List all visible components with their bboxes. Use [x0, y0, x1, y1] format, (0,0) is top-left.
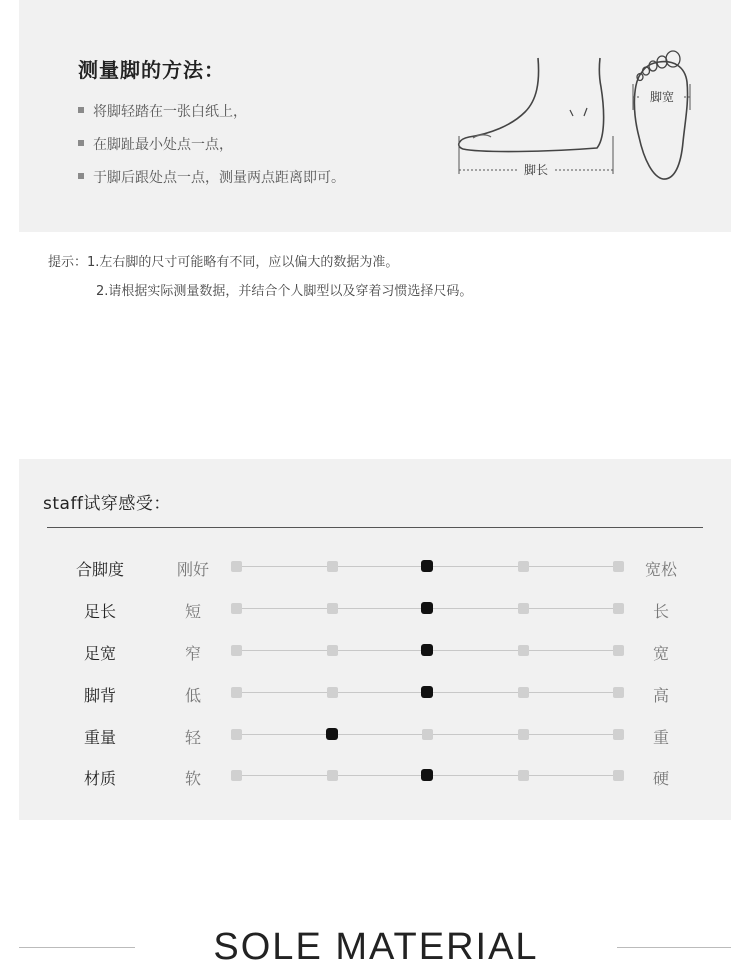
measure-step	[78, 134, 233, 154]
rating-dot	[518, 770, 529, 781]
rating-dot	[518, 603, 529, 614]
foot-width-label: 脚宽	[649, 90, 675, 104]
rating-dot	[231, 770, 242, 781]
rating-dot-selected	[421, 602, 433, 614]
rating-dot	[327, 770, 338, 781]
rating-dot	[327, 645, 338, 656]
rating-row	[19, 599, 731, 623]
rating-dot-selected	[421, 644, 433, 656]
rating-low-label: 软	[184, 769, 201, 788]
rating-dot-selected	[421, 560, 433, 572]
rating-name: 合脚度	[75, 560, 124, 579]
rating-low-label: 窄	[184, 644, 201, 663]
rating-dot	[518, 645, 529, 656]
staff-fit-panel	[19, 459, 731, 820]
bullet-icon	[78, 173, 84, 179]
rating-dot-selected	[421, 686, 433, 698]
measure-title: 测量脚的方法：	[78, 58, 225, 82]
rating-dot	[231, 603, 242, 614]
rating-dot	[231, 645, 242, 656]
rating-high-label: 长	[652, 602, 669, 621]
rating-name: 重量	[83, 728, 116, 747]
rating-dot-selected	[326, 728, 338, 740]
rating-low-label: 刚好	[176, 560, 209, 579]
rating-name: 足宽	[83, 644, 116, 663]
measure-step	[78, 167, 345, 187]
rating-dot	[231, 687, 242, 698]
bullet-icon	[78, 107, 84, 113]
foot-length-label: 脚长	[523, 163, 549, 177]
section-title: SOLE MATERIAL	[213, 926, 539, 968]
rating-high-label: 硬	[652, 769, 669, 788]
rating-row	[19, 557, 731, 581]
rating-name: 脚背	[83, 686, 116, 705]
measure-step-text: 于脚后跟处点一点，测量两点距离即可。	[93, 170, 345, 186]
rating-dot	[518, 729, 529, 740]
rating-dot	[518, 561, 529, 572]
rating-dot	[613, 561, 624, 572]
rating-dot	[231, 729, 242, 740]
rating-high-label: 宽松	[644, 560, 677, 579]
rating-dot	[518, 687, 529, 698]
rating-row	[19, 683, 731, 707]
rating-dot	[613, 729, 624, 740]
rating-dot	[422, 729, 433, 740]
rating-low-label: 轻	[184, 728, 201, 747]
rating-dot	[327, 687, 338, 698]
rating-dot	[613, 645, 624, 656]
rating-dot	[613, 687, 624, 698]
rating-row	[19, 641, 731, 665]
tip-line: 提示：1.左右脚的尺寸可能略有不同，应以偏大的数据为准。	[48, 255, 399, 270]
foot-measure-illustration	[437, 42, 697, 192]
side-foot-icon	[459, 58, 604, 152]
rating-row	[19, 766, 731, 790]
rating-dot	[613, 770, 624, 781]
divider	[617, 947, 731, 948]
bullet-icon	[78, 140, 84, 146]
divider	[47, 527, 703, 528]
rating-low-label: 短	[184, 602, 201, 621]
divider	[19, 947, 135, 948]
staff-title: staff试穿感受：	[43, 494, 171, 514]
rating-name: 材质	[83, 769, 116, 788]
rating-high-label: 重	[652, 728, 669, 747]
rating-low-label: 低	[184, 686, 201, 705]
rating-row	[19, 725, 731, 749]
rating-name: 足长	[83, 602, 116, 621]
measure-step	[78, 101, 247, 121]
measure-step-text: 在脚趾最小处点一点，	[93, 137, 233, 153]
rating-high-label: 高	[652, 686, 669, 705]
measure-panel	[19, 0, 731, 232]
rating-dot	[327, 561, 338, 572]
tip-line: 2.请根据实际测量数据，并结合个人脚型以及穿着习惯选择尺码。	[96, 284, 473, 299]
measure-step-text: 将脚轻踏在一张白纸上，	[93, 104, 247, 120]
rating-high-label: 宽	[652, 644, 669, 663]
rating-dot	[327, 603, 338, 614]
rating-dot-selected	[421, 769, 433, 781]
rating-dot	[231, 561, 242, 572]
rating-dot	[613, 603, 624, 614]
